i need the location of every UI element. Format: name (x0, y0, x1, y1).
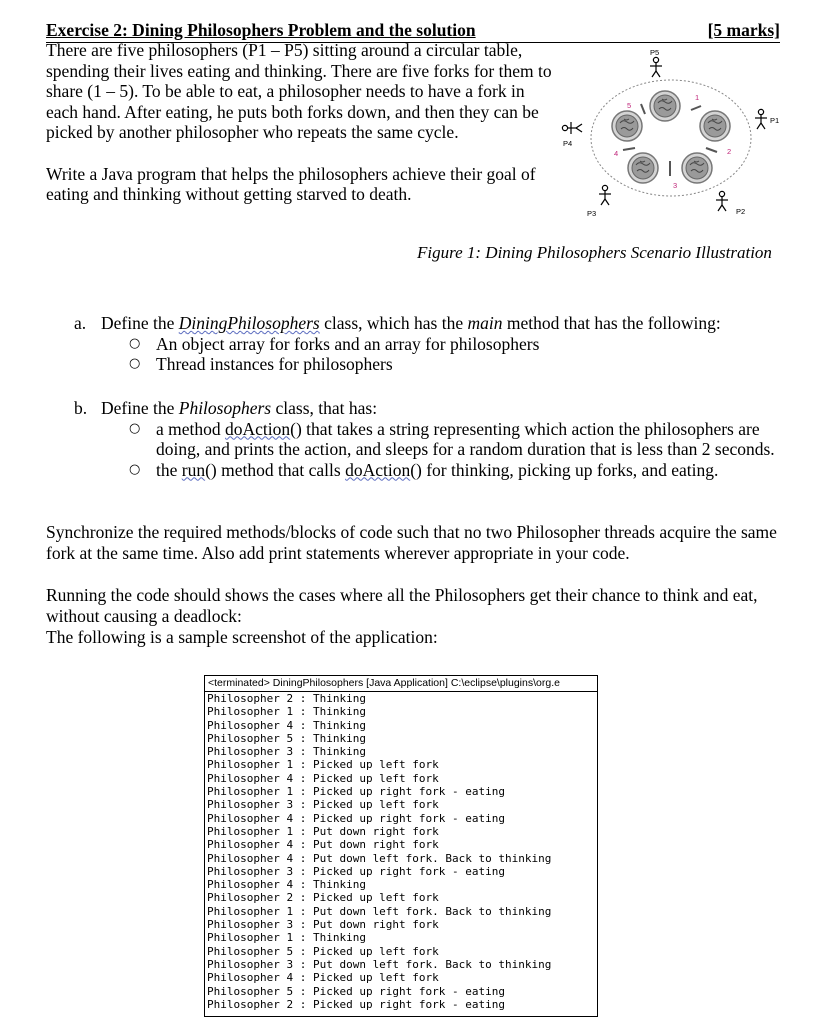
console-output (205, 692, 597, 1011)
console-line: Philosopher 1 : Picked up right fork - eating (207, 785, 506, 799)
console-line: Philosopher 3 : Picked up left fork (207, 798, 439, 812)
task-a-bullet-1-text: An object array for forks and an array for philosophers (156, 333, 540, 354)
task-b-bullet-1 (46, 419, 786, 460)
task-a-marker: a. (74, 313, 87, 333)
plate-p4 (612, 111, 642, 141)
console-line: Philosopher 2 : Picked up right fork - eating (207, 997, 506, 1011)
task-a-bullet-2 (46, 354, 786, 375)
intro-paragraph-problem: There are five philosophers (P1 – P5) sitting around a circular table, spending their lives eating and thinking. There are five forks for them to share (1 – 5). To be able to eat, a philosopher needs to have a fork in each hand. After eating, he puts both forks down, and then they can be picked by another philosopher who repeats the same cycle. (46, 40, 552, 142)
fork-label-5: 5 (627, 101, 632, 110)
console-line: Philosopher 5 : Picked up right fork - eating (207, 984, 506, 998)
exercise-title: Exercise 2: Dining Philosophers Problem and the solution (46, 20, 476, 40)
task-b-text-pre: Define the (101, 398, 179, 418)
exercise-marks: [5 marks] (707, 20, 780, 40)
philosopher-label-p3: P3 (587, 209, 597, 218)
task-a-text-pre: Define the (101, 313, 179, 333)
fork-label-1: 1 (695, 93, 700, 102)
task-a (46, 313, 786, 375)
philosopher-figure-p4 (562, 122, 582, 134)
dining-philosophers-figure (555, 44, 780, 224)
task-a-text-post: method that has the following: (502, 313, 721, 333)
console-screenshot (204, 675, 598, 1017)
console-line: Philosopher 1 : Picked up left fork (207, 758, 439, 772)
plate-p2 (682, 153, 712, 183)
plate-p1 (700, 111, 730, 141)
task-b-bullet-1-pre: a method (156, 418, 226, 439)
task-b-marker: b. (74, 398, 88, 418)
task-b-bullet-2-pre: the (156, 459, 182, 480)
console-line: Philosopher 2 : Thinking (207, 692, 366, 705)
task-b-bullet-2-method: run (181, 459, 206, 480)
philosopher-label-p2: P2 (736, 207, 746, 216)
console-line: Philosopher 3 : Picked up right fork - eating (207, 864, 506, 878)
console-line: Philosopher 4 : Picked up left fork (207, 771, 439, 785)
task-b-bullet-1-post: () that takes a string representing which action the philosophers are doing, and prints the action, and sleeps for a random duration that is less than 2 seconds. (156, 418, 775, 459)
philosopher-figure-p5 (650, 57, 662, 77)
fork-5-utensil (641, 104, 645, 114)
task-b-item (46, 398, 786, 419)
task-b-bullet-1-method: doAction (225, 418, 291, 439)
task-a-bullet-2-text: Thread instances for philosophers (156, 354, 393, 374)
task-a-class-name: DiningPhilosophers (178, 313, 320, 333)
philosopher-label-p1: P1 (770, 116, 780, 125)
console-line: Philosopher 1 : Put down right fork (207, 824, 439, 838)
task-a-text-mid: class, which has the (319, 313, 468, 333)
fork-2-utensil (706, 148, 717, 152)
console-line: Philosopher 1 : Put down left fork. Back to thinking (207, 904, 552, 918)
fork-label-4: 4 (614, 149, 619, 158)
task-b-text-post: class, that has: (271, 398, 378, 418)
fork-1-utensil (691, 106, 701, 110)
console-line: Philosopher 3 : Put down right fork (207, 918, 439, 932)
task-b (46, 398, 786, 480)
console-line: Philosopher 3 : Put down left fork. Back to thinking (207, 957, 552, 971)
console-line: Philosopher 5 : Picked up left fork (207, 944, 439, 958)
console-line: Philosopher 5 : Thinking (207, 731, 366, 745)
task-a-main-word: main (467, 313, 503, 333)
console-line: Philosopher 1 : Thinking (207, 931, 366, 945)
bullet-circle-icon: ○ (129, 356, 141, 371)
console-line: Philosopher 4 : Put down right fork (207, 838, 439, 852)
fork-4-utensil (623, 148, 635, 150)
console-line: Philosopher 4 : Put down left fork. Back to thinking (207, 851, 552, 865)
console-line: Philosopher 4 : Picked up right fork - eating (207, 811, 506, 825)
task-b-bullet-2-mid: () method that calls (205, 459, 346, 480)
console-line: Philosopher 4 : Thinking (207, 878, 366, 892)
intro-text (46, 40, 556, 205)
task-b-bullet-2 (46, 460, 786, 481)
task-b-bullet-2-method2: doAction (345, 459, 411, 480)
task-a-bullet-1 (46, 334, 786, 355)
intro-paragraph-task: Write a Java program that helps the philosophers achieve their goal of eating and thinking without getting starved to death. (46, 163, 536, 204)
plate-p3 (628, 153, 658, 183)
sync-paragraph: Synchronize the required methods/blocks of code such that no two Philosopher threads acquire the same fork at the same time. Also add print statements wherever appropriate in your code. (46, 522, 777, 563)
bullet-circle-icon: ○ (129, 420, 141, 436)
running-paragraph (46, 585, 780, 648)
task-a-item (46, 313, 786, 334)
task-b-bullet-2-post: () for thinking, picking up forks, and eating. (410, 459, 719, 480)
console-line: Philosopher 4 : Picked up left fork (207, 971, 439, 985)
philosopher-figure-p2 (716, 191, 728, 211)
fork-label-3: 3 (673, 181, 678, 190)
console-line: Philosopher 1 : Thinking (207, 705, 366, 719)
bullet-circle-icon: ○ (129, 461, 141, 477)
philosopher-label-p5: P5 (650, 48, 660, 57)
bullet-circle-icon: ○ (129, 335, 141, 351)
fork-label-2: 2 (727, 147, 732, 156)
console-line: Philosopher 2 : Picked up left fork (207, 891, 439, 905)
philosopher-figure-p3 (599, 185, 611, 205)
task-b-class-name: Philosophers (178, 398, 272, 418)
running-text: Running the code should shows the cases where all the Philosophers get their chance to think and eat, without causing a deadlock: (46, 585, 758, 626)
philosopher-figure-p1 (755, 109, 767, 129)
sample-text: The following is a sample screenshot of the application: (46, 627, 438, 647)
plate-p5 (650, 91, 680, 121)
console-line: Philosopher 4 : Thinking (207, 718, 366, 732)
philosopher-label-p4: P4 (563, 139, 573, 148)
console-header: <terminated> DiningPhilosophers [Java Application] C:\eclipse\plugins\org.e (205, 676, 597, 692)
console-line: Philosopher 3 : Thinking (207, 745, 366, 759)
figure-caption: Figure 1: Dining Philosophers Scenario Illustration (417, 243, 772, 262)
